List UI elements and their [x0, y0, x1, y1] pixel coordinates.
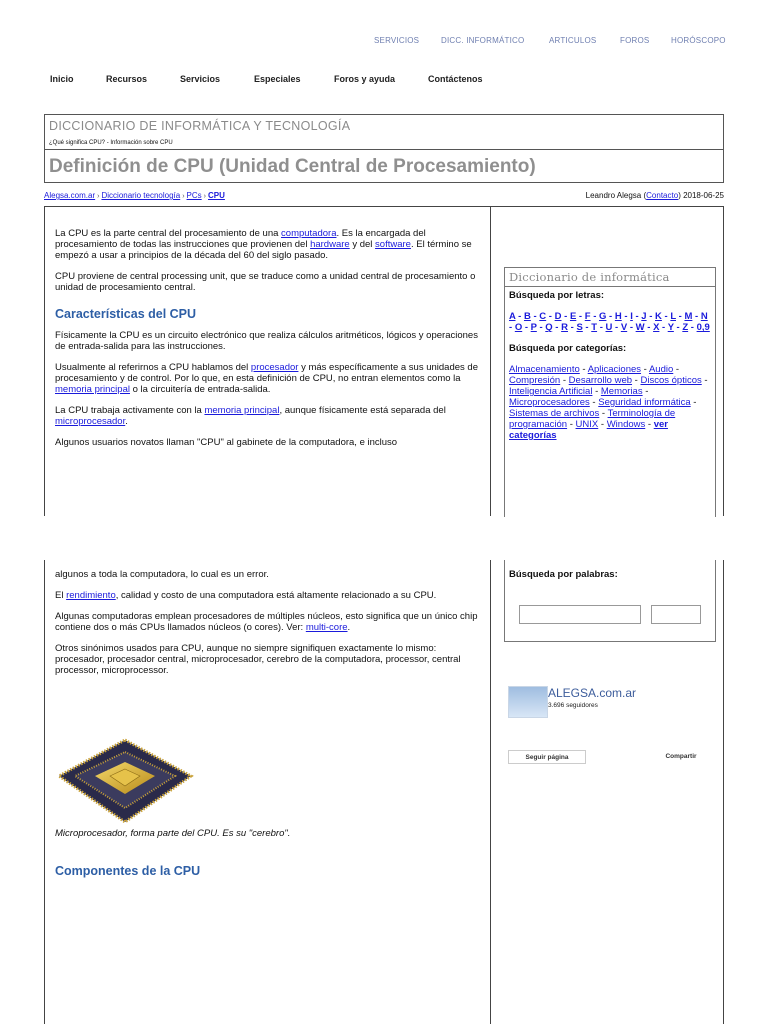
top-navigation: [0, 36, 768, 50]
heading-caracteristicas: Características del CPU: [55, 307, 197, 321]
link-software[interactable]: software: [375, 239, 411, 250]
letter-separator: -: [606, 311, 615, 322]
letter-separator: -: [509, 322, 515, 333]
sidebar-box-title: Diccionario de informática: [505, 268, 715, 287]
letter-link[interactable]: R: [561, 322, 568, 333]
nav-recursos[interactable]: Recursos: [106, 74, 148, 84]
article-column-bottom: [44, 560, 491, 1024]
letter-separator: -: [515, 311, 524, 322]
letter-link[interactable]: Z: [682, 322, 689, 333]
heading-componentes: Componentes de la CPU: [55, 864, 201, 878]
letter-link[interactable]: G: [599, 311, 607, 322]
letters-heading: Búsqueda por letras:: [509, 290, 605, 301]
letter-separator: -: [576, 311, 585, 322]
breadcrumb-home[interactable]: Alegsa.com.ar: [44, 191, 96, 200]
paragraph-multicore: Algunas computadoras emplean procesadores de múltiples núcleos, esto significa que un único chip contiene dos o más CPUs llamados núcleos (o cores). Ver: multi-core.: [55, 611, 478, 633]
category-separator: -: [599, 408, 608, 419]
category-link[interactable]: Almacenamiento: [509, 364, 580, 375]
paragraph-intro: La CPU es la parte central del procesamiento de una computadora. Es la encargada del procesamiento de todas las instrucciones que provienen del hardware y del software. El término se empezó a usar a principios de la década del 60 del siglo pasado.: [55, 228, 472, 261]
link-hardware[interactable]: hardware: [310, 239, 350, 250]
paragraph-processor: Usualmente al referirnos a CPU hablamos del procesador y más específicamente a sus unidades de procesamiento y de control. Por lo que, en esta definición de CPU, no entran elementos como la memoria principal o la circuitería de entrada-salida.: [55, 362, 478, 395]
letter-link[interactable]: E: [569, 311, 577, 322]
letter-link[interactable]: J: [641, 311, 647, 322]
letter-link[interactable]: X: [653, 322, 660, 333]
topnav-horoscopo[interactable]: HORÓSCOPO: [671, 36, 726, 45]
category-separator: -: [642, 386, 649, 397]
author-line: [586, 191, 724, 200]
author-prefix: Leandro Alegsa (: [585, 191, 647, 200]
article-body: [55, 228, 479, 458]
letter-link[interactable]: A: [509, 311, 516, 322]
page-thumbnail[interactable]: [508, 686, 548, 718]
letter-separator: -: [692, 311, 701, 322]
letter-separator: -: [546, 311, 555, 322]
components-section: [55, 860, 479, 887]
category-separator: -: [560, 375, 569, 386]
category-link[interactable]: Discos ópticos: [640, 375, 702, 386]
letter-link[interactable]: W: [635, 322, 645, 333]
letter-separator: -: [627, 322, 636, 333]
category-link[interactable]: Compresión: [509, 375, 561, 386]
topnav-articulos[interactable]: ARTICULOS: [549, 36, 597, 45]
nav-contactenos[interactable]: Contáctenos: [428, 74, 483, 84]
share-button[interactable]: Compartir: [654, 750, 708, 764]
letter-link[interactable]: V: [620, 322, 628, 333]
dictionary-title: DICCIONARIO DE INFORMÁTICA Y TECNOLOGÍA: [49, 119, 351, 133]
letter-separator: -: [688, 322, 697, 333]
dictionary-subtitle: ¿Qué significa CPU? - Información sobre CPU: [49, 140, 173, 146]
paragraph-physical: Físicamente la CPU es un circuito electrónico que realiza cálculos aritméticos, lógicos y operaciones de entrada-salida para las instrucciones.: [55, 330, 478, 352]
letter-link[interactable]: U: [605, 322, 613, 333]
image-caption: Microprocesador, forma parte del CPU. Es su "cerebro".: [55, 828, 291, 839]
letter-separator: -: [582, 322, 592, 333]
letter-separator: -: [621, 311, 631, 322]
word-search-box: [504, 560, 716, 642]
words-heading: Búsqueda por palabras:: [509, 569, 618, 580]
sidebar-bottom: [490, 560, 724, 1024]
dictionary-sidebar-box: [504, 267, 716, 517]
category-separator: -: [673, 364, 680, 375]
letter-separator: -: [644, 322, 654, 333]
paragraph-novice: Algunos usuarios novatos llaman "CPU" al gabinete de la computadora, e incluso: [55, 437, 398, 448]
topnav-foros[interactable]: FOROS: [620, 36, 650, 45]
letter-link[interactable]: Y: [667, 322, 674, 333]
link-computadora[interactable]: computadora: [281, 228, 337, 239]
topnav-diccionario[interactable]: DICC. INFORMÁTICO: [441, 36, 525, 45]
contact-link[interactable]: Contacto: [646, 191, 679, 200]
letter-link[interactable]: 0,9: [696, 322, 710, 333]
category-link[interactable]: Desarrollo web: [568, 375, 633, 386]
nav-foros-ayuda[interactable]: Foros y ayuda: [334, 74, 396, 84]
letter-separator: -: [612, 322, 621, 333]
category-separator: -: [632, 375, 641, 386]
link-multi-core[interactable]: multi-core: [305, 622, 348, 633]
facebook-widget: [504, 680, 710, 770]
category-separator: -: [598, 419, 607, 430]
category-separator: -: [567, 419, 576, 430]
follow-page-button[interactable]: Seguir página: [508, 750, 586, 764]
letter-separator: -: [646, 311, 656, 322]
letter-link[interactable]: Q: [545, 322, 553, 333]
category-separator: -: [589, 397, 599, 408]
category-link[interactable]: Seguridad informática: [598, 397, 691, 408]
category-link[interactable]: Terminología de programación: [509, 408, 676, 430]
category-list: [509, 364, 711, 441]
link-rendimiento[interactable]: rendimiento: [66, 590, 116, 601]
nav-servicios[interactable]: Servicios: [180, 74, 221, 84]
paragraph-origin: CPU proviene de central processing unit, que se traduce como a unidad central de procesamiento o unidad de procesamiento central.: [55, 271, 476, 293]
breadcrumb-separator: ›: [97, 193, 100, 200]
search-button[interactable]: [651, 605, 701, 624]
link-memoria-principal-2[interactable]: memoria principal: [204, 405, 280, 416]
letter-link[interactable]: D: [554, 311, 562, 322]
nav-inicio[interactable]: Inicio: [50, 74, 74, 84]
letter-separator: -: [673, 322, 683, 333]
see-all-categories-link[interactable]: ver categorías: [509, 419, 668, 441]
page-title: Definición de CPU (Unidad Central de Procesamiento): [49, 156, 536, 177]
title-bar: [44, 149, 724, 183]
topnav-servicios[interactable]: SERVICIOS: [374, 36, 420, 45]
categories-heading: Búsqueda por categorías:: [509, 343, 627, 354]
paragraph-performance: El rendimiento, calidad y costo de una computadora está altamente relacionado a su CPU.: [55, 590, 437, 601]
paragraph-memory: La CPU trabaja activamente con la memoria principal, aunque físicamente está separada del microprocesador.: [55, 405, 446, 427]
letter-link[interactable]: L: [670, 311, 676, 322]
nav-especiales[interactable]: Especiales: [254, 74, 301, 84]
letter-link[interactable]: T: [591, 322, 598, 333]
letter-separator: -: [676, 311, 685, 322]
letter-separator: -: [561, 311, 570, 322]
letter-separator: -: [522, 322, 531, 333]
letter-link[interactable]: B: [523, 311, 531, 322]
breadcrumb-cpu[interactable]: CPU: [208, 191, 225, 200]
dictionary-header: [44, 114, 724, 149]
letter-separator: -: [552, 322, 562, 333]
fb-followers: 3.696 seguidores: [548, 702, 598, 709]
category-link[interactable]: Sistemas de archivos: [509, 408, 600, 419]
category-link[interactable]: Microprocesadores: [509, 397, 590, 408]
category-separator: -: [579, 364, 588, 375]
sidebar-top: [490, 206, 724, 516]
category-separator: -: [690, 397, 697, 408]
category-link[interactable]: Inteligencia Artificial: [509, 386, 593, 397]
letter-separator: -: [659, 322, 668, 333]
letter-separator: -: [530, 311, 540, 322]
category-link[interactable]: Memorias: [600, 386, 643, 397]
article-column-top: [44, 206, 491, 516]
letter-separator: -: [536, 322, 546, 333]
paragraph-synonyms: Otros sinónimos usados para CPU, aunque no siempre signifiquen exactamente lo mismo: procesador, procesador central, microprocesador, cerebro de la computadora, processor, central processor, microprocessor.: [55, 643, 461, 676]
breadcrumb-diccionario[interactable]: Diccionario tecnología: [101, 191, 181, 200]
letter-link[interactable]: M: [684, 311, 693, 322]
category-link[interactable]: Audio: [648, 364, 674, 375]
category-separator: -: [641, 364, 649, 375]
breadcrumb-separator: ›: [182, 193, 185, 200]
category-link[interactable]: Windows: [606, 419, 646, 430]
letter-link[interactable]: P: [530, 322, 537, 333]
letter-link[interactable]: C: [539, 311, 547, 322]
search-input[interactable]: [519, 605, 641, 624]
category-link[interactable]: Aplicaciones: [587, 364, 642, 375]
letter-link[interactable]: K: [655, 311, 662, 322]
breadcrumb: [44, 191, 225, 200]
article-body-continued: [55, 569, 479, 686]
letter-separator: -: [632, 311, 642, 322]
breadcrumb-pcs[interactable]: PCs: [186, 191, 202, 200]
category-separator: -: [701, 375, 708, 386]
link-procesador[interactable]: procesador: [250, 362, 299, 373]
category-link[interactable]: UNIX: [575, 419, 599, 430]
link-microprocesador[interactable]: microprocesador: [55, 416, 126, 427]
letter-link[interactable]: S: [576, 322, 583, 333]
letter-separator: -: [568, 322, 577, 333]
letter-link[interactable]: I: [630, 311, 633, 322]
letter-link[interactable]: F: [584, 311, 591, 322]
link-memoria-principal[interactable]: memoria principal: [55, 384, 130, 395]
letter-link[interactable]: N: [700, 311, 708, 322]
breadcrumb-separator: ›: [203, 193, 207, 200]
letter-separator: -: [661, 311, 671, 322]
category-separator: -: [645, 419, 654, 430]
letter-link[interactable]: O: [514, 322, 523, 333]
letter-separator: -: [590, 311, 600, 322]
author-date: ) 2018-06-25: [678, 191, 724, 200]
letter-link[interactable]: H: [614, 311, 622, 322]
category-separator: -: [592, 386, 601, 397]
fb-page-name[interactable]: ALEGSA.com.ar: [548, 686, 637, 700]
letter-separator: -: [597, 322, 606, 333]
letter-index: [509, 311, 711, 333]
paragraph-novice-end: algunos a toda la computadora, lo cual es un error.: [55, 569, 269, 580]
microprocessor-image: [55, 736, 195, 826]
